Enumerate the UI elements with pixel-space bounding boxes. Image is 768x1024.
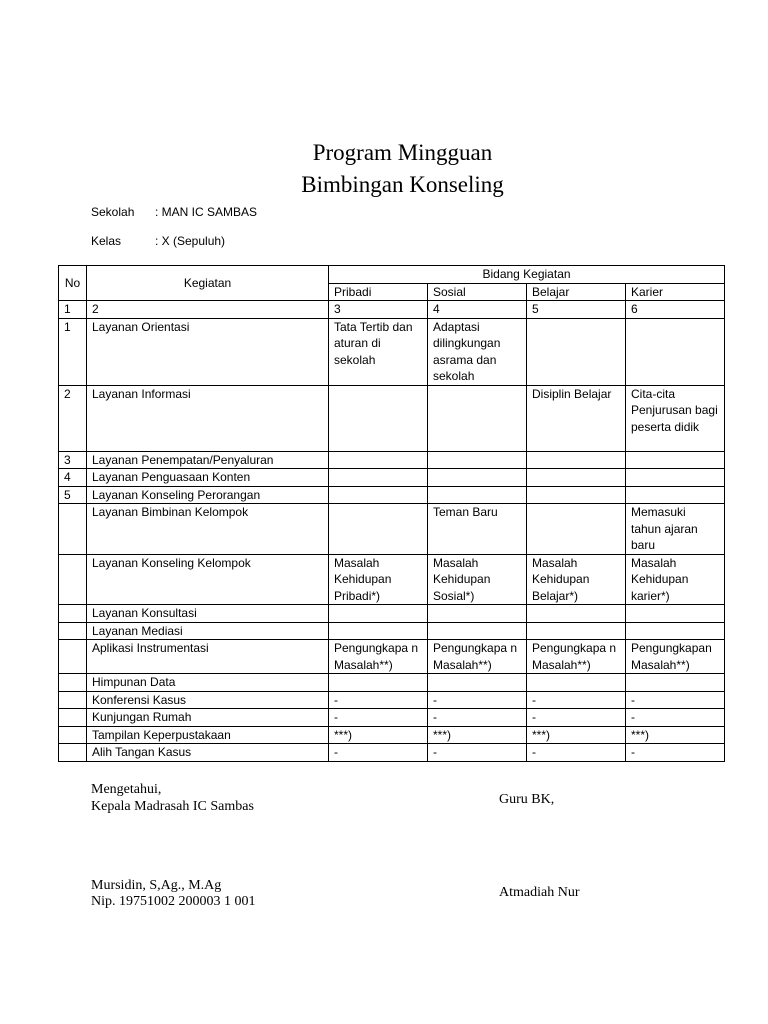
cell-pribadi	[329, 451, 428, 469]
cell-sosial: Teman Baru	[428, 504, 527, 555]
cell-belajar: Pengungkapa n Masalah**)	[527, 640, 626, 674]
cell-sosial: ***)	[428, 726, 527, 744]
cell-pribadi: Tata Tertib dan aturan di sekolah	[329, 318, 428, 385]
cell-belajar	[527, 622, 626, 640]
cell-karier: -	[626, 691, 725, 709]
cell-kegiatan: Kunjungan Rumah	[87, 709, 329, 727]
document-subtitle: Bimbingan Konseling	[301, 172, 504, 197]
document-title: Program Mingguan	[312, 140, 493, 165]
cell-belajar: -	[527, 709, 626, 727]
table-header-row	[59, 266, 725, 284]
table-row	[59, 318, 725, 385]
class-label: Kelas	[91, 234, 122, 248]
cell-no: 3	[59, 451, 87, 469]
cell-belajar	[527, 504, 626, 555]
cell-kegiatan: Alih Tangan Kasus	[87, 744, 329, 762]
cell-belajar: -	[527, 691, 626, 709]
cell-karier: -	[626, 709, 725, 727]
cell-sosial	[428, 451, 527, 469]
cell-no	[59, 709, 87, 727]
cell-belajar: Masalah Kehidupan Belajar*)	[527, 554, 626, 605]
cell-karier	[626, 486, 725, 504]
header-pribadi: Pribadi	[329, 283, 428, 301]
cell-kegiatan: Layanan Konsultasi	[87, 605, 329, 623]
cell-sosial	[428, 622, 527, 640]
cell-kegiatan: Layanan Mediasi	[87, 622, 329, 640]
cell-karier	[626, 469, 725, 487]
table-row	[59, 554, 725, 605]
header-belajar: Belajar	[527, 283, 626, 301]
header-number: 2	[87, 301, 329, 319]
table-row	[59, 691, 725, 709]
cell-pribadi	[329, 622, 428, 640]
cell-sosial	[428, 674, 527, 692]
header-no: No	[59, 266, 87, 301]
class-field	[91, 234, 225, 248]
cell-pribadi: ***)	[329, 726, 428, 744]
header-bidang: Bidang Kegiatan	[329, 266, 725, 284]
cell-kegiatan: Himpunan Data	[87, 674, 329, 692]
headmaster-title: Kepala Madrasah IC Sambas	[91, 799, 254, 814]
cell-pribadi: Masalah Kehidupan Pribadi*)	[329, 554, 428, 605]
cell-pribadi: -	[329, 709, 428, 727]
cell-karier	[626, 605, 725, 623]
cell-karier: -	[626, 744, 725, 762]
cell-no: 2	[59, 385, 87, 451]
cell-sosial: -	[428, 744, 527, 762]
cell-karier	[626, 318, 725, 385]
cell-sosial	[428, 469, 527, 487]
acknowledged-label: Mengetahui,	[91, 782, 162, 797]
cell-pribadi: -	[329, 744, 428, 762]
cell-sosial: -	[428, 709, 527, 727]
table-number-row	[59, 301, 725, 319]
school-label: Sekolah	[91, 205, 135, 219]
table-row	[59, 451, 725, 469]
header-number: 6	[626, 301, 725, 319]
cell-belajar: Disiplin Belajar	[527, 385, 626, 451]
cell-karier: Pengungkapan Masalah**)	[626, 640, 725, 674]
program-table	[58, 265, 725, 762]
table-row	[59, 469, 725, 487]
cell-sosial: Pengungkapa n Masalah**)	[428, 640, 527, 674]
table-row	[59, 726, 725, 744]
cell-kegiatan: Layanan Penempatan/Penyaluran	[87, 451, 329, 469]
cell-sosial	[428, 385, 527, 451]
cell-karier: Masalah Kehidupan karier*)	[626, 554, 725, 605]
headmaster-name: Mursidin, S,Ag., M.Ag	[91, 878, 222, 893]
cell-kegiatan: Aplikasi Instrumentasi	[87, 640, 329, 674]
cell-belajar	[527, 674, 626, 692]
cell-karier	[626, 451, 725, 469]
cell-sosial	[428, 486, 527, 504]
table-row	[59, 504, 725, 555]
cell-no	[59, 674, 87, 692]
cell-kegiatan: Konferensi Kasus	[87, 691, 329, 709]
cell-belajar: ***)	[527, 726, 626, 744]
cell-kegiatan: Tampilan Keperpustakaan	[87, 726, 329, 744]
cell-karier: Cita-cita Penjurusan bagi peserta didik	[626, 385, 725, 451]
cell-no	[59, 726, 87, 744]
school-value: : MAN IC SAMBAS	[155, 205, 258, 219]
cell-pribadi	[329, 486, 428, 504]
cell-sosial: Masalah Kehidupan Sosial*)	[428, 554, 527, 605]
header-number: 5	[527, 301, 626, 319]
headmaster-nip: Nip. 19751002 200003 1 001	[91, 894, 256, 909]
cell-kegiatan: Layanan Konseling Kelompok	[87, 554, 329, 605]
cell-kegiatan: Layanan Orientasi	[87, 318, 329, 385]
cell-sosial	[428, 605, 527, 623]
cell-pribadi	[329, 385, 428, 451]
cell-pribadi	[329, 469, 428, 487]
cell-no: 4	[59, 469, 87, 487]
header-sosial: Sosial	[428, 283, 527, 301]
table-row	[59, 486, 725, 504]
table-row	[59, 605, 725, 623]
cell-karier: Memasuki tahun ajaran baru	[626, 504, 725, 555]
cell-no: 1	[59, 318, 87, 385]
header-karier: Karier	[626, 283, 725, 301]
cell-belajar	[527, 318, 626, 385]
cell-no	[59, 691, 87, 709]
cell-no	[59, 605, 87, 623]
cell-pribadi	[329, 605, 428, 623]
header-number: 4	[428, 301, 527, 319]
cell-kegiatan: Layanan Informasi	[87, 385, 329, 451]
cell-no: 5	[59, 486, 87, 504]
cell-pribadi	[329, 674, 428, 692]
cell-belajar: -	[527, 744, 626, 762]
table-row	[59, 674, 725, 692]
table-row	[59, 709, 725, 727]
cell-sosial: -	[428, 691, 527, 709]
table-row	[59, 622, 725, 640]
cell-pribadi: -	[329, 691, 428, 709]
cell-no	[59, 504, 87, 555]
cell-no	[59, 640, 87, 674]
cell-belajar	[527, 605, 626, 623]
cell-pribadi: Pengungkapa n Masalah**)	[329, 640, 428, 674]
counselor-name: Atmadiah Nur	[499, 885, 580, 900]
header-number: 1	[59, 301, 87, 319]
cell-belajar	[527, 469, 626, 487]
header-kegiatan: Kegiatan	[87, 266, 329, 301]
cell-karier	[626, 674, 725, 692]
cell-karier: ***)	[626, 726, 725, 744]
cell-belajar	[527, 451, 626, 469]
cell-no	[59, 622, 87, 640]
cell-kegiatan: Layanan Penguasaan Konten	[87, 469, 329, 487]
table-row	[59, 640, 725, 674]
cell-kegiatan: Layanan Konseling Perorangan	[87, 486, 329, 504]
counselor-title: Guru BK,	[499, 792, 555, 807]
cell-belajar	[527, 486, 626, 504]
table-row	[59, 744, 725, 762]
cell-no	[59, 744, 87, 762]
school-field	[91, 205, 257, 219]
cell-sosial: Adaptasi dilingkungan asrama dan sekolah	[428, 318, 527, 385]
header-number: 3	[329, 301, 428, 319]
cell-karier	[626, 622, 725, 640]
table-row	[59, 385, 725, 451]
cell-kegiatan: Layanan Bimbinan Kelompok	[87, 504, 329, 555]
cell-pribadi	[329, 504, 428, 555]
class-value: : X (Sepuluh)	[155, 234, 226, 248]
cell-no	[59, 554, 87, 605]
